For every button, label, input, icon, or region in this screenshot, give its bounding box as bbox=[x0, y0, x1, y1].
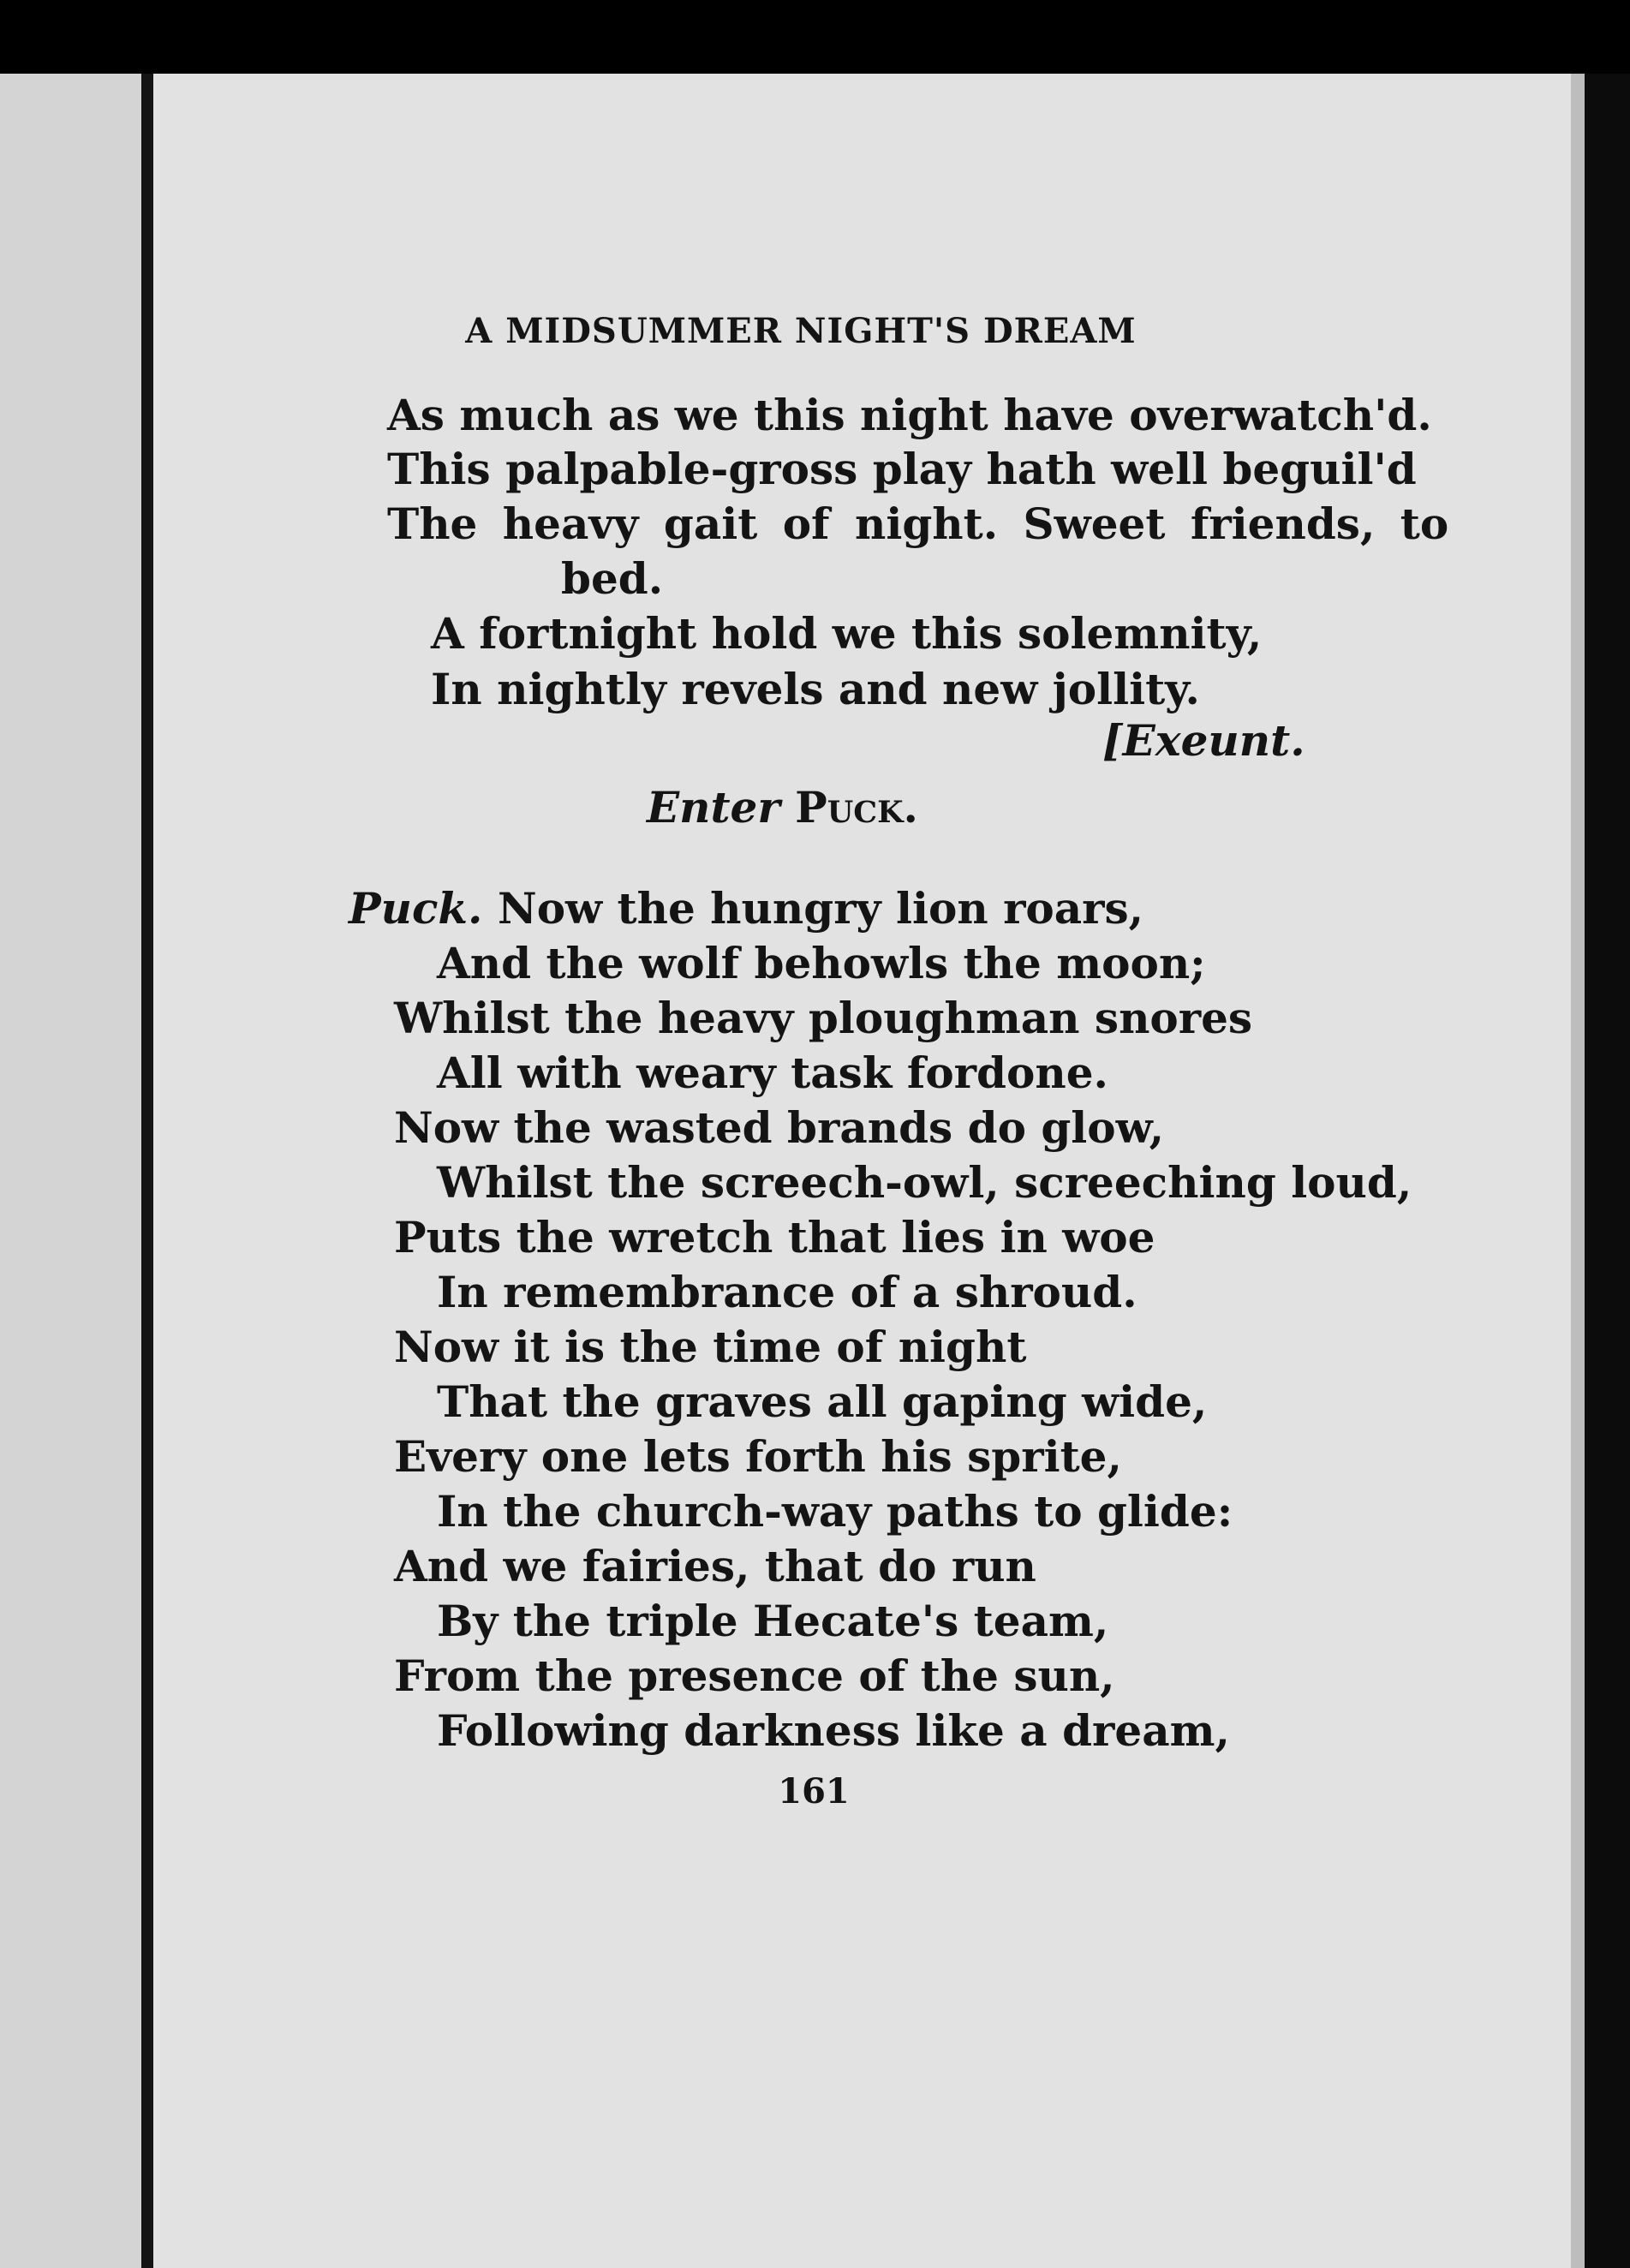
verse-line: A fortnight hold we this solemnity, bbox=[431, 608, 1263, 659]
page-number: 161 bbox=[778, 1771, 850, 1811]
entrance-direction bbox=[647, 782, 918, 833]
speech-line: Following darkness like a dream, bbox=[437, 1705, 1230, 1756]
speech-line: Now the hungry lion roars, bbox=[498, 883, 1144, 934]
book-gutter bbox=[141, 74, 153, 2268]
speech-line: All with weary task fordone. bbox=[437, 1047, 1108, 1098]
entrance-character: Puck. bbox=[795, 782, 918, 833]
speech-line: Now the wasted brands do glow, bbox=[394, 1102, 1164, 1153]
speech-line: And the wolf behowls the moon; bbox=[437, 938, 1206, 988]
speech-line: In the church-way paths to glide: bbox=[437, 1486, 1233, 1537]
speech-line: That the graves all gaping wide, bbox=[437, 1376, 1208, 1427]
verse-line: The heavy gait of night. Sweet friends, to bbox=[387, 498, 1449, 549]
verse-line: In nightly revels and new jollity. bbox=[431, 664, 1200, 714]
speech-line: By the triple Hecate's team, bbox=[437, 1596, 1109, 1646]
page-right-edge bbox=[1571, 74, 1585, 2268]
speech-line: Puts the wretch that lies in woe bbox=[394, 1212, 1155, 1262]
stage-direction-exeunt: [Exeunt. bbox=[1102, 715, 1305, 766]
verse-line: bed. bbox=[561, 553, 664, 604]
speaker-name: Puck. bbox=[349, 883, 483, 934]
speech-line: Whilst the screech-owl, screeching loud, bbox=[437, 1157, 1412, 1208]
entrance-verb: Enter bbox=[647, 782, 780, 833]
verse-line: As much as we this night have overwatch'd. bbox=[387, 390, 1432, 440]
speech-line: Whilst the heavy ploughman snores bbox=[394, 993, 1253, 1043]
speech-line: And we fairies, that do run bbox=[394, 1541, 1036, 1591]
speech-line: Every one lets forth his sprite, bbox=[394, 1431, 1122, 1482]
verse-line: This palpable-gross play hath well beguil'd bbox=[387, 444, 1417, 494]
speech-line: From the presence of the sun, bbox=[394, 1650, 1115, 1701]
facing-page-edge bbox=[0, 74, 141, 2268]
speech-line: Now it is the time of night bbox=[394, 1322, 1027, 1372]
speech-line: In remembrance of a shroud. bbox=[437, 1267, 1137, 1317]
running-head: A MIDSUMMER NIGHT'S DREAM bbox=[465, 311, 1137, 351]
